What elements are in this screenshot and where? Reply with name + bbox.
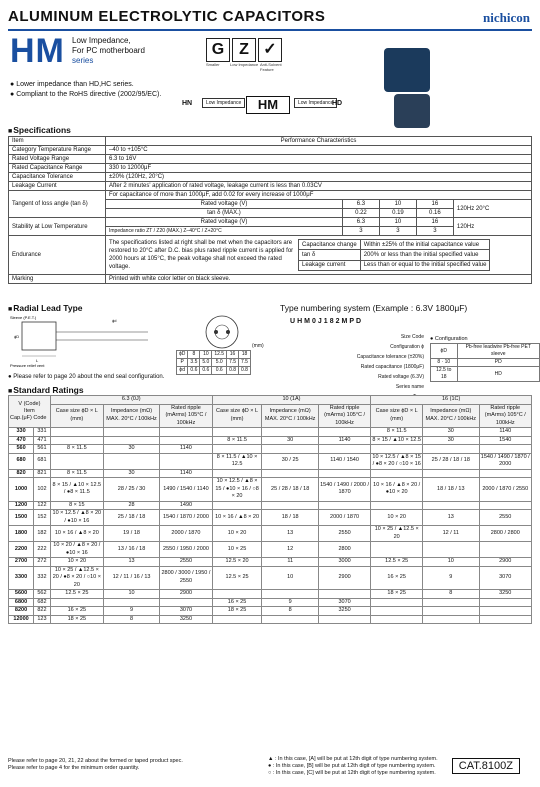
table-cell: 9 bbox=[423, 566, 479, 590]
series-subtitle: Low Impedance, For PC motherboard series bbox=[72, 36, 145, 65]
table-cell: 471 bbox=[34, 436, 51, 445]
table-cell: 8 × 15 bbox=[50, 501, 103, 510]
table-cell: 18 / 18 bbox=[262, 510, 318, 526]
table-cell bbox=[212, 469, 262, 478]
table-cell: 2900 bbox=[318, 566, 370, 590]
table-row: Leakage Current After 2 minutes' application of rated voltage, leakage current is less than 0.03CV bbox=[9, 182, 532, 191]
table-cell: 12.5 × 25 bbox=[50, 590, 103, 599]
brand-logo: nichicon bbox=[483, 10, 530, 25]
table-cell: 18 / 18 / 13 bbox=[423, 478, 479, 502]
endurance-criteria: Capacitance change Within ±25% of the initial capacitance value tan δ 200% or less than the initial specified value Leakage current Less than or equal to the initial specified value bbox=[298, 239, 490, 271]
table-cell: 331 bbox=[34, 428, 51, 437]
table-cell bbox=[479, 542, 532, 558]
table-cell: 3070 bbox=[160, 607, 212, 616]
table-cell: 30 bbox=[423, 436, 479, 445]
icon-caption: Anti-Solvent Feature bbox=[260, 62, 282, 72]
dim-unit: (mm) bbox=[252, 343, 264, 349]
feature-item: ● Lower impedance than HD,HC series. bbox=[10, 81, 134, 88]
table-cell: 11 bbox=[262, 558, 318, 567]
table-cell bbox=[423, 615, 479, 624]
table-cell bbox=[50, 428, 103, 437]
table-cell bbox=[212, 445, 262, 454]
table-cell: 8 bbox=[103, 615, 159, 624]
table-cell: 2550 bbox=[160, 558, 212, 567]
table-row: ϕD 8 10 12.5 16 18 bbox=[177, 351, 251, 359]
table-cell: 122 bbox=[34, 501, 51, 510]
table-row: Capacitance Tolerance ±20% (120Hz, 20°C) bbox=[9, 173, 532, 182]
table-cell: 10 × 20 bbox=[371, 510, 423, 526]
table-cell: 2200 bbox=[9, 542, 34, 558]
table-cell: 8 × 11.5 bbox=[50, 445, 103, 454]
table-cell bbox=[212, 615, 262, 624]
table-cell: 1490 bbox=[160, 501, 212, 510]
table-cell: 3250 bbox=[479, 590, 532, 599]
ratings-section-title: ■ Standard Ratings bbox=[8, 385, 84, 395]
table-cell: 12 / 11 bbox=[423, 526, 479, 542]
table-row bbox=[9, 501, 532, 510]
table-cell: 18 × 25 bbox=[371, 590, 423, 599]
table-row: V (Code) Item Cap.(μF) Code 6.3 (0J) 10 (1A) 16 (1C) bbox=[9, 396, 532, 405]
table-cell bbox=[423, 598, 479, 607]
table-cell: 1200 bbox=[9, 501, 34, 510]
table-cell: 1540 / 1870 / 2000 bbox=[160, 510, 212, 526]
table-cell bbox=[160, 436, 212, 445]
table-row: ϕD Pb-free leadwire Pb-free PET sleeve bbox=[431, 344, 540, 359]
table-row: Endurance The specifications listed at right shall be met when the capacitors are restored to 20°C after D.C. bias plus rated ripple current is applied for 2000 hours at 105°C, the peak voltage shall not exceed the rated voltage. Capacitance change Within ±25% of the initial capacitance value tan δ 200% or less than the initial specified value Leakage current Less than or equal to the initial specified value bbox=[9, 236, 532, 275]
table-cell: 680 bbox=[9, 453, 34, 469]
vent-label: Pressure relief vent bbox=[10, 363, 45, 368]
table-cell bbox=[371, 615, 423, 624]
table-cell: 1140 bbox=[479, 428, 532, 437]
table-cell bbox=[103, 453, 159, 469]
table-cell: 3300 bbox=[9, 566, 34, 590]
table-cell: 13 bbox=[103, 558, 159, 567]
table-row bbox=[9, 478, 532, 502]
table-row bbox=[9, 453, 532, 469]
footer-notes: Please refer to page 20, 21, 22 about the formed or taped product spec. Please refer to page 4 for the minimum order quantity. bbox=[8, 758, 183, 771]
table-cell: 12.5 × 20 bbox=[212, 558, 262, 567]
icon-caption: Low Impedance bbox=[230, 62, 259, 67]
table-cell: 6800 bbox=[9, 598, 34, 607]
table-cell: 28 / 25 / 30 bbox=[103, 478, 159, 502]
table-cell: 820 bbox=[9, 469, 34, 478]
table-cell: 332 bbox=[34, 566, 51, 590]
capacitor-photo bbox=[384, 48, 430, 92]
table-cell: 16 × 25 bbox=[371, 566, 423, 590]
table-cell: 8200 bbox=[9, 607, 34, 616]
table-cell bbox=[371, 607, 423, 616]
table-cell: 25 / 28 / 18 / 18 bbox=[423, 453, 479, 469]
table-cell: 1140 / 1540 bbox=[318, 453, 370, 469]
table-cell: 10 × 12.5 / ▲8 × 15 / ●8 × 20 / ○10 × 16 bbox=[372, 453, 421, 467]
table-row bbox=[9, 428, 532, 437]
table-cell: 9 bbox=[262, 598, 318, 607]
table-cell: 2900 bbox=[479, 558, 532, 567]
end-seal-note: ● Please refer to page 20 about the end seal configuration. bbox=[8, 374, 165, 380]
table-row: ϕd 0.6 0.6 0.6 0.8 0.8 bbox=[177, 367, 251, 375]
type-code: UHM0J182MPD bbox=[290, 318, 364, 325]
table-cell bbox=[262, 615, 318, 624]
table-cell: 330 bbox=[9, 428, 34, 437]
radial-section-title: ■ Radial Lead Type bbox=[8, 303, 83, 313]
table-cell: 3250 bbox=[318, 607, 370, 616]
table-cell: 10 bbox=[103, 590, 159, 599]
table-row: Category Temperature Range –40 to +105°C bbox=[9, 146, 532, 155]
table-cell: 10 × 12.5 / ▲8 × 20 / ●10 × 16 bbox=[50, 510, 103, 526]
table-cell: 3000 bbox=[318, 558, 370, 567]
table-cell: 8 × 15 / ▲10 × 12.5 / ●8 × 11.5 bbox=[50, 478, 103, 502]
table-cell: 12 bbox=[262, 542, 318, 558]
table-cell bbox=[50, 436, 103, 445]
table-cell: 30 bbox=[423, 428, 479, 437]
ratings-table bbox=[8, 395, 532, 624]
table-row: P 3.5 5.0 5.0 7.5 7.5 bbox=[177, 359, 251, 367]
table-cell: 30 bbox=[103, 469, 159, 478]
table-row bbox=[9, 542, 532, 558]
table-cell bbox=[423, 469, 479, 478]
table-cell: 12 / 11 / 16 / 13 bbox=[103, 566, 159, 590]
table-cell bbox=[262, 445, 318, 454]
capacitor-photo bbox=[394, 94, 430, 128]
table-row: tan δ (MAX.) 0.22 0.19 0.16 bbox=[9, 209, 532, 218]
table-cell: 5600 bbox=[9, 590, 34, 599]
table-cell: 25 / 28 / 18 / 18 bbox=[262, 478, 318, 502]
table-row bbox=[9, 558, 532, 567]
table-cell bbox=[262, 501, 318, 510]
table-cell bbox=[50, 453, 103, 469]
table-cell: 13 / 16 / 18 bbox=[103, 542, 159, 558]
table-cell bbox=[371, 501, 423, 510]
length-label: L bbox=[36, 358, 39, 363]
table-cell: 9 bbox=[103, 607, 159, 616]
table-cell: 10 × 25 bbox=[212, 542, 262, 558]
table-cell: 12000 bbox=[9, 615, 34, 624]
table-cell bbox=[479, 598, 532, 607]
table-row bbox=[9, 607, 532, 616]
table-cell bbox=[479, 501, 532, 510]
icon-caption: Smaller bbox=[206, 62, 220, 67]
table-cell: 3070 bbox=[318, 598, 370, 607]
table-cell: 19 / 18 bbox=[103, 526, 159, 542]
table-cell: 28 bbox=[103, 501, 159, 510]
table-row bbox=[9, 526, 532, 542]
table-cell: 13 bbox=[423, 510, 479, 526]
footer-symbols: ▲ : In this case, [A] will be put at 12th digit of type numbering system. ● : In this case, [B] will be put at 12th digit of type numbering system. ○ : In this case, [C] will be put at 12th digit of type numbering system. bbox=[268, 756, 438, 776]
table-cell: 2000 / 1870 bbox=[318, 510, 370, 526]
table-cell: 1540 / 1490 / 2000 / 1870 bbox=[318, 478, 370, 502]
table-cell: 2800 / 2800 bbox=[479, 526, 532, 542]
table-cell bbox=[423, 501, 479, 510]
table-cell bbox=[423, 445, 479, 454]
table-cell: 1500 bbox=[9, 510, 34, 526]
table-cell: 8 × 11.5 bbox=[212, 436, 262, 445]
table-cell: 16 × 25 bbox=[212, 598, 262, 607]
table-cell: 821 bbox=[34, 469, 51, 478]
table-row bbox=[9, 598, 532, 607]
table-cell: 16 × 25 bbox=[50, 607, 103, 616]
table-row: Rated voltage (V) 6.3 10 16 120Hz 20°C bbox=[9, 200, 532, 209]
table-cell: 682 bbox=[34, 598, 51, 607]
table-cell bbox=[318, 428, 370, 437]
table-cell: 10 × 25 / ▲12.5 × 20 / ●8 × 20 / ○10 × 20 bbox=[50, 566, 103, 590]
table-cell bbox=[479, 607, 532, 616]
table-row: Item Performance Characteristics bbox=[9, 137, 532, 146]
table-cell: 2800 bbox=[318, 542, 370, 558]
table-cell bbox=[318, 469, 370, 478]
table-cell: 1800 bbox=[9, 526, 34, 542]
smaller-icon: G bbox=[206, 38, 230, 62]
table-cell: 102 bbox=[34, 478, 51, 502]
table-cell bbox=[103, 436, 159, 445]
table-cell: 272 bbox=[34, 558, 51, 567]
end-view-drawing bbox=[200, 314, 250, 350]
table-row bbox=[9, 590, 532, 599]
table-cell bbox=[160, 453, 212, 469]
table-cell bbox=[371, 598, 423, 607]
table-cell: 152 bbox=[34, 510, 51, 526]
table-cell bbox=[318, 445, 370, 454]
table-cell: 10 × 25 / ▲12.5 × 20 bbox=[371, 526, 423, 542]
table-cell: 123 bbox=[34, 615, 51, 624]
table-cell: 10 × 16 / ▲8 × 20 bbox=[212, 510, 262, 526]
table-cell: 2550 bbox=[479, 510, 532, 526]
table-cell: 1490 / 1540 / 1140 bbox=[160, 478, 212, 502]
table-cell: 10 bbox=[262, 566, 318, 590]
table-cell: 8 × 15 / ▲10 × 12.5 bbox=[372, 436, 421, 443]
table-cell bbox=[103, 598, 159, 607]
table-cell bbox=[103, 428, 159, 437]
table-cell bbox=[318, 590, 370, 599]
table-cell: 681 bbox=[34, 453, 51, 469]
table-cell bbox=[212, 590, 262, 599]
table-cell bbox=[479, 615, 532, 624]
table-cell: 1140 bbox=[318, 436, 370, 445]
low-impedance-icon: Z bbox=[232, 38, 256, 62]
lead-dimension-table bbox=[176, 350, 251, 375]
table-cell bbox=[212, 501, 262, 510]
table-row: 8 · 10 PD bbox=[431, 359, 540, 367]
table-cell: 30 bbox=[262, 436, 318, 445]
table-cell: 10 × 20 bbox=[50, 558, 103, 567]
table-cell bbox=[371, 469, 423, 478]
table-cell: 10 × 16 / ▲8 × 20 bbox=[50, 526, 103, 542]
table-cell: 10 × 20 / ▲8 × 20 / ●10 × 16 bbox=[50, 542, 103, 558]
table-cell: 562 bbox=[34, 590, 51, 599]
table-cell: 8 bbox=[262, 607, 318, 616]
table-cell bbox=[371, 542, 423, 558]
table-cell bbox=[423, 542, 479, 558]
config-table bbox=[430, 343, 540, 382]
table-cell bbox=[160, 428, 212, 437]
table-cell: 1140 bbox=[160, 445, 212, 454]
table-row bbox=[9, 615, 532, 624]
table-row bbox=[9, 566, 532, 590]
table-cell bbox=[318, 615, 370, 624]
table-row: Rated Capacitance Range 330 to 12000μF bbox=[9, 164, 532, 173]
table-cell: 30 / 25 bbox=[262, 453, 318, 469]
radial-lead-drawing bbox=[8, 312, 168, 368]
series-chain: HN Low Impedance HM Low Impedance HD bbox=[182, 97, 343, 112]
table-cell: 8 × 11.5 bbox=[371, 428, 423, 437]
typenum-title: Type numbering system (Example : 6.3V 1800μF) bbox=[280, 303, 468, 313]
table-cell bbox=[479, 469, 532, 478]
table-cell: 2000 / 1870 / 2550 bbox=[479, 478, 532, 502]
table-cell: 1140 bbox=[160, 469, 212, 478]
page-title: ALUMINUM ELECTROLYTIC CAPACITORS bbox=[8, 8, 326, 25]
table-cell: 25 / 18 / 18 bbox=[103, 510, 159, 526]
table-cell: 10 × 16 / ▲8 × 20 / ●10 × 20 bbox=[371, 478, 423, 502]
table-cell: 182 bbox=[34, 526, 51, 542]
table-row bbox=[9, 510, 532, 526]
table-cell: 18 × 25 bbox=[212, 607, 262, 616]
table-cell: 10 × 20 bbox=[212, 526, 262, 542]
table-row: Tangent of loss angle (tan δ) For capacitance of more than 1000μF, add 0.02 for every increase of 1000μF bbox=[9, 191, 532, 200]
table-cell: 1000 bbox=[9, 478, 34, 502]
table-cell bbox=[50, 598, 103, 607]
table-cell bbox=[212, 428, 262, 437]
header-rule bbox=[8, 29, 532, 31]
table-cell: 12.5 × 25 bbox=[371, 558, 423, 567]
table-cell: 3250 bbox=[160, 615, 212, 624]
table-cell bbox=[262, 590, 318, 599]
table-cell bbox=[318, 501, 370, 510]
table-cell: 2550 / 1950 / 2000 bbox=[160, 542, 212, 558]
table-cell: 560 bbox=[9, 445, 34, 454]
series-code: HM bbox=[10, 32, 65, 70]
table-row bbox=[9, 469, 532, 478]
table-cell: 8 × 11.5 / ▲10 × 12.5 bbox=[212, 453, 262, 469]
table-cell: 2900 bbox=[160, 590, 212, 599]
table-cell bbox=[371, 445, 423, 454]
table-cell bbox=[262, 428, 318, 437]
table-cell: 2700 bbox=[9, 558, 34, 567]
table-cell: 10 bbox=[423, 558, 479, 567]
table-row: Stability at Low Temperature Rated voltage (V) 6.3 10 16 120Hz bbox=[9, 218, 532, 227]
table-cell: 12.5 × 25 bbox=[212, 566, 262, 590]
table-cell: 18 × 25 bbox=[50, 615, 103, 624]
anti-solvent-icon: ✓ bbox=[258, 38, 282, 62]
table-cell: 2550 bbox=[318, 526, 370, 542]
table-cell: 822 bbox=[34, 607, 51, 616]
spec-table bbox=[8, 136, 532, 284]
table-cell bbox=[262, 469, 318, 478]
table-cell: 2800 / 3000 / 1950 / 2550 bbox=[160, 566, 212, 590]
table-cell: 13 bbox=[262, 526, 318, 542]
table-cell: 8 bbox=[423, 590, 479, 599]
table-cell bbox=[423, 607, 479, 616]
table-cell: 30 bbox=[103, 445, 159, 454]
table-row bbox=[9, 445, 532, 454]
table-cell: 3070 bbox=[479, 566, 532, 590]
lead-dia-label: ϕd bbox=[112, 318, 117, 323]
table-row: 12.5 to 18 HD bbox=[431, 367, 540, 382]
table-row: Rated Voltage Range 6.3 to 16V bbox=[9, 155, 532, 164]
typenum-labels: Size Code Configuration ϕ Capacitance tolerance (±20%) Rated capacitance (1800μF) Rated voltage (6.3V) Series name bbox=[356, 334, 424, 390]
table-cell bbox=[160, 598, 212, 607]
table-cell: 1540 / 1490 / 1870 / 2000 bbox=[480, 453, 530, 467]
table-row: Case size ϕD × L (mm) Impedance (mΩ) MAX. 20°C / 100kHz Rated ripple (mArms) 105°C / 100kHz Case size ϕD × L (mm) Impedance (mΩ) MAX. 20°C / 100kHz Rated ripple (mArms) 105°C / 100kHz Case size ϕD × L (mm) Impedance (mΩ) MAX. 20°C / 100kHz Rated ripple (mArms) 105°C / 100kHz bbox=[9, 404, 532, 428]
table-cell bbox=[479, 445, 532, 454]
sleeve-label: Sleeve (P.E.T.) bbox=[10, 315, 37, 320]
table-row bbox=[9, 436, 532, 445]
config-title: ● Configuration bbox=[430, 336, 468, 342]
table-cell: 222 bbox=[34, 542, 51, 558]
table-cell: 10 × 12.5 / ▲8 × 15 / ●10 × 16 / ○8 × 20 bbox=[212, 478, 262, 502]
catalog-number: CAT.8100Z bbox=[452, 758, 520, 774]
table-cell: 2000 / 1870 bbox=[160, 526, 212, 542]
feature-item: ● Compliant to the RoHS directive (2002/95/EC). bbox=[10, 91, 162, 98]
feature-list bbox=[10, 80, 161, 100]
table-cell: 470 bbox=[9, 436, 34, 445]
table-cell: 1540 bbox=[479, 436, 532, 445]
spec-section-title: ■ Specifications bbox=[8, 125, 71, 135]
table-row: Marking Printed with white color letter on black sleeve. bbox=[9, 275, 532, 284]
table-cell: 561 bbox=[34, 445, 51, 454]
diameter-label: ϕD bbox=[14, 334, 20, 339]
table-cell: 8 × 11.5 bbox=[50, 469, 103, 478]
table-row: Impedance ratio ZT / Z20 (MAX.) Z–40°C / Z+20°C 3 3 3 bbox=[9, 227, 532, 236]
